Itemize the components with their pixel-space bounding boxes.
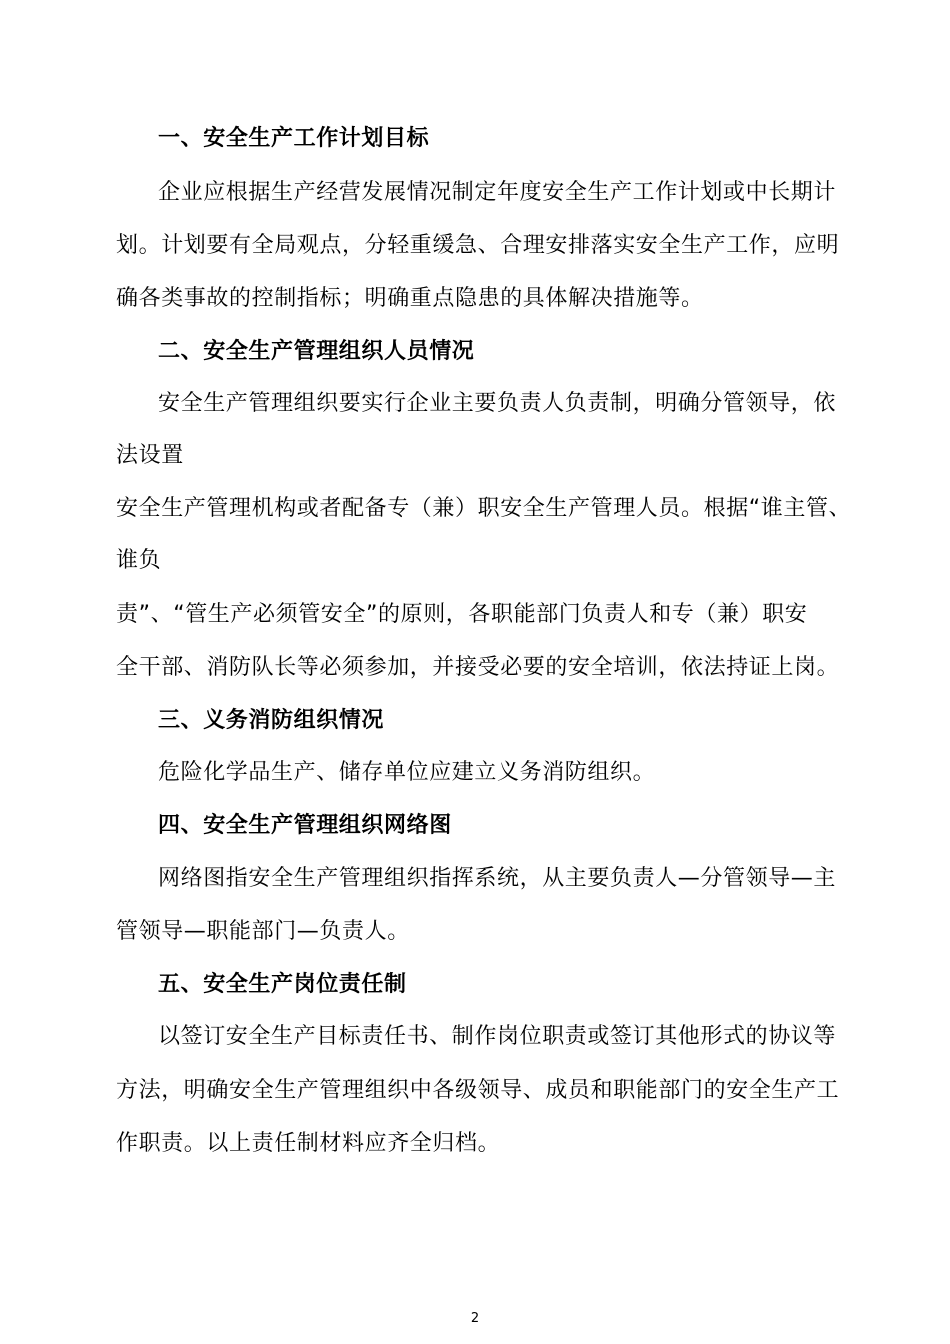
body-line: 确各类事故的控制指标；明确重点隐患的具体解决措施等。 — [116, 286, 704, 311]
body-line: 法设置 — [116, 443, 184, 468]
section-heading: 二、安全生产管理组织人员情况 — [158, 339, 475, 364]
body-line: 安全生产管理组织要实行企业主要负责人负责制，明确分管领导，依 — [158, 391, 837, 416]
section-heading: 五、安全生产岗位责任制 — [158, 972, 407, 997]
body-line: 以签订安全生产目标责任书、制作岗位职责或签订其他形式的协议等 — [158, 1024, 837, 1049]
body-line: 企业应根据生产经营发展情况制定年度安全生产工作计划或中长期计 — [158, 180, 837, 205]
body-line: 全干部、消防队长等必须参加，并接受必要的安全培训，依法持证上岗。 — [116, 655, 840, 680]
page-number: 2 — [470, 1311, 480, 1326]
body-line: 安全生产管理机构或者配备专（兼）职安全生产管理人员。根据“谁主管、 — [116, 496, 852, 521]
section-heading: 四、安全生产管理组织网络图 — [158, 813, 452, 838]
section-heading: 一、安全生产工作计划目标 — [158, 126, 430, 151]
body-line: 谁负 — [116, 548, 162, 573]
body-line: 管领导—职能部门—负责人。 — [116, 919, 410, 944]
body-line: 责”、“管生产必须管安全”的原则，各职能部门负责人和专（兼）职安 — [116, 602, 808, 627]
body-line: 网络图指安全生产管理组织指挥系统，从主要负责人—分管领导—主 — [158, 866, 837, 891]
body-line: 作职责。以上责任制材料应齐全归档。 — [116, 1131, 501, 1156]
body-line: 方法，明确安全生产管理组织中各级领导、成员和职能部门的安全生产工 — [116, 1078, 840, 1103]
section-heading: 三、义务消防组织情况 — [158, 708, 385, 733]
body-line: 划。计划要有全局观点，分轻重缓急、合理安排落实安全生产工作，应明 — [116, 233, 840, 258]
body-line: 危险化学品生产、储存单位应建立义务消防组织。 — [158, 760, 656, 785]
